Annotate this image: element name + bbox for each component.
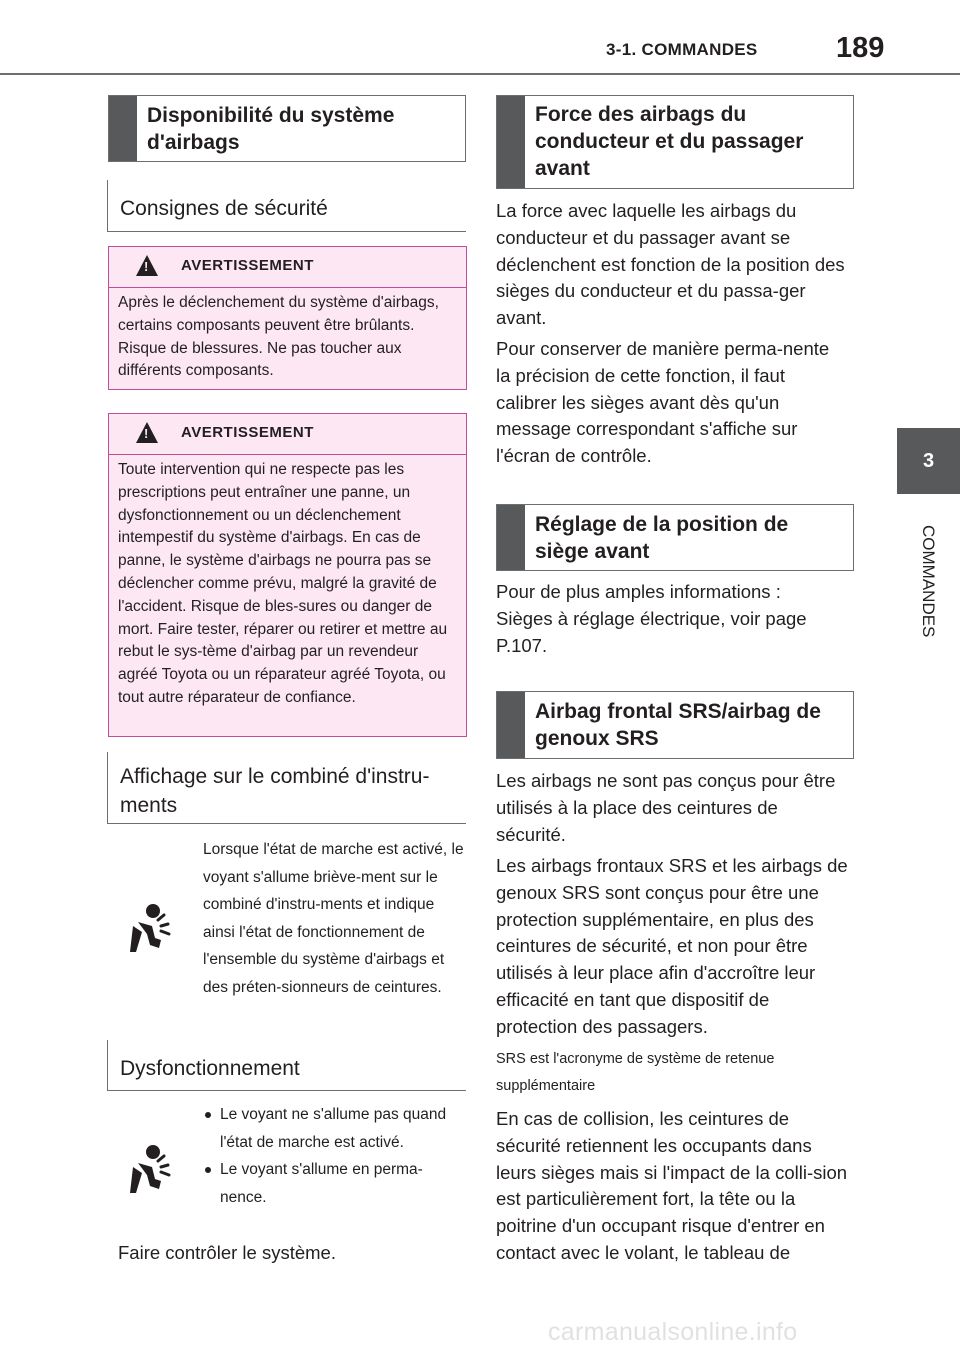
subheader-safety-instructions: Consignes de sécurité — [107, 180, 466, 232]
warning-box-1: ! AVERTISSEMENT Après le déclenchement du système d'airbags, certains composants peuvent être brûlants. Risque de blessures. Ne pas toucher aux différents composants. — [108, 246, 467, 390]
indicator-description: Lorsque l'état de marche est activé, le voyant s'allume briève-ment sur le combiné d'instru-ments et indique ainsi l'état de fonctionnement de l'ensemble du système d'airbags et des préten-sionneurs de ceintures. — [203, 841, 464, 996]
subheader-instrument-display: Affichage sur le combiné d'instru-ments — [107, 752, 466, 824]
page-number: 189 — [836, 32, 885, 64]
closing-instruction: Faire contrôler le système. — [118, 1242, 336, 1263]
list-item: Le voyant s'allume en perma-nence. — [201, 1156, 463, 1211]
paragraph: Les airbags ne sont pas conçus pour être utilisés à la place des ceintures de sécurité. — [496, 770, 836, 845]
chapter-title: 3-1. COMMANDES — [606, 40, 758, 59]
airbag-warning-icon-2 — [128, 1143, 180, 1199]
paragraph: La force avec laquelle les airbags du conducteur et du passager avant se déclenchent est fonction de la position des sièges du conducteur et du passa-ger avant. — [496, 200, 845, 329]
malfunction-list — [201, 1101, 463, 1211]
section-header-airbag-availability: Disponibilité du système d'airbags — [108, 95, 466, 162]
chapter-tab[interactable]: 3 — [897, 428, 960, 494]
airbag-warning-icon — [128, 902, 180, 958]
warning-icon — [136, 255, 158, 276]
watermark: carmanualsonline.info — [548, 1318, 798, 1346]
srs-definition: SRS est l'acronyme de système de retenue supplémentaire — [496, 1051, 775, 1094]
paragraph: Les airbags frontaux SRS et les airbags de genoux SRS sont conçus pour être une protection supplémentaire, en plus des ceintures de sécurité, et non pour être utilisés à leur place afin d'accroître leur efficacité en tant que dispositif de protection des passagers. — [496, 855, 848, 1037]
chapter-tab-label: COMMANDES — [919, 525, 938, 638]
paragraph: En cas de collision, les ceintures de sécurité retiennent les occupants dans leurs sièges mais si l'impact de la colli-sion est particulièrement fort, la tête ou la poitrine d'un occupant risque d'entrer en contact avec le volant, le tableau de — [496, 1108, 848, 1263]
warning-icon — [136, 422, 158, 443]
warning-box-2: ! AVERTISSEMENT Toute intervention qui ne respecte pas les prescriptions peut entraîner une panne, un dysfonctionnement ou un déclenchement intempestif du système d'airbags. En cas de panne, le système d'airbags ne pourra pas se déclencher comme prévu, malgré la gravité de l'accident. Risque de bles-sures ou danger de mort. Faire tester, réparer ou retirer et mettre au rebut le sys-tème d'airbag par un revendeur agréé Toyota ou un réparateur agréé Toyota, ou tout autre réparateur de confiance. — [108, 413, 467, 737]
header-divider — [0, 73, 960, 75]
section-header-seat-position: Réglage de la position de siège avant — [496, 504, 854, 571]
list-item: Le voyant ne s'allume pas quand l'état de marche est activé. — [201, 1101, 463, 1156]
paragraph: Pour conserver de manière perma-nente la précision de cette fonction, il faut calibrer les sièges avant dès qu'un message correspondant s'affiche sur l'écran de contrôle. — [496, 338, 830, 467]
section-header-airbag-force: Force des airbags du conducteur et du passager avant — [496, 95, 854, 189]
subheader-malfunction: Dysfonctionnement — [107, 1040, 466, 1091]
section-header-srs-airbags: Airbag frontal SRS/airbag de genoux SRS — [496, 691, 854, 759]
paragraph: Pour de plus amples informations : Sièges à réglage électrique, voir page P.107. — [496, 581, 807, 656]
